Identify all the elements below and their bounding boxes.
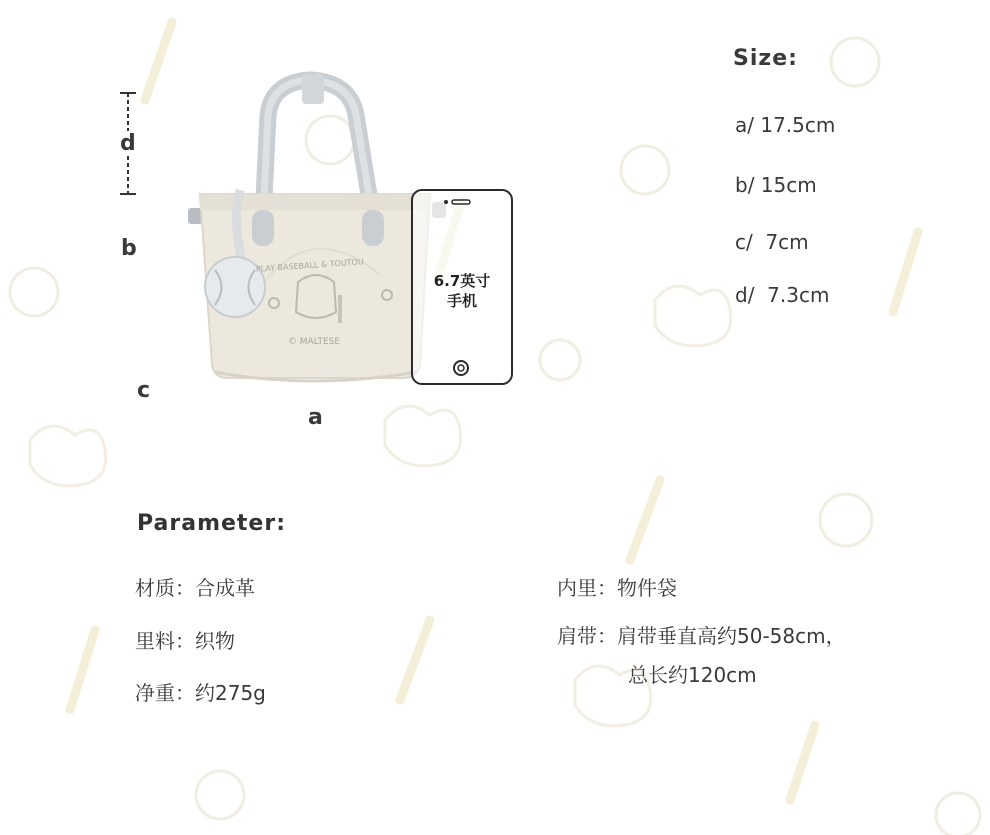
dimension-label-b: b xyxy=(121,236,137,261)
param-lining: 里料：织物 xyxy=(135,629,235,653)
bat-icon xyxy=(70,630,95,710)
bat-icon xyxy=(790,725,815,800)
baseball-icon xyxy=(540,340,580,380)
bat-icon xyxy=(893,232,918,312)
phone-size-label: 6.7英寸 手机 xyxy=(433,272,491,310)
bag-brand-text: © MALTESE xyxy=(287,337,341,347)
baseball-icon xyxy=(936,793,980,835)
param-material: 材质：合成革 xyxy=(135,576,255,600)
size-heading: Size: xyxy=(733,46,798,71)
dimension-label-c: c xyxy=(137,378,151,403)
bag-arc-text: PLAY BASEBALL & TOUTOU xyxy=(255,257,365,274)
bat-icon xyxy=(630,480,660,560)
dimension-label-a: a xyxy=(308,405,323,430)
parameter-heading: Parameter: xyxy=(137,511,287,536)
baseball-icon xyxy=(196,771,244,819)
baseball-icon xyxy=(10,268,58,316)
size-item-c: c/ 7cm xyxy=(735,230,809,254)
size-item-d: d/ 7.3cm xyxy=(735,283,830,307)
baseball-icon xyxy=(820,494,872,546)
param-strap: 肩带：肩带垂直高约50-58cm， 总长约120cm xyxy=(557,624,846,687)
baseball-icon xyxy=(831,38,879,86)
size-item-b: b/ 15cm xyxy=(735,173,817,197)
param-interior: 内里：物件袋 xyxy=(557,576,677,600)
dimension-label-d: d xyxy=(120,131,136,156)
bear-icon xyxy=(385,406,461,466)
bear-icon xyxy=(30,426,106,486)
baseball-icon xyxy=(621,146,669,194)
bear-icon xyxy=(655,286,731,346)
size-item-a: a/ 17.5cm xyxy=(735,113,836,137)
bat-icon xyxy=(400,620,430,700)
bat-icon xyxy=(145,22,172,100)
param-weight: 净重：约275g xyxy=(135,681,266,705)
